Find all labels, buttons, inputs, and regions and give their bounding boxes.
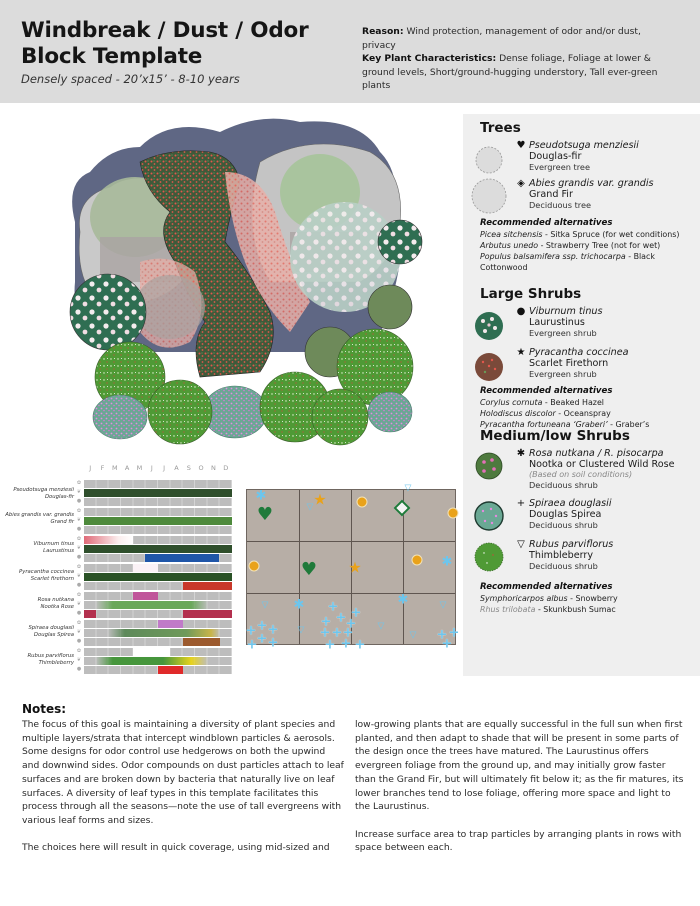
month-label: J [163, 464, 166, 472]
plus-icon: + [342, 625, 354, 641]
flower-icon: ✿ [76, 620, 82, 626]
plus-icon: + [516, 498, 526, 509]
asterisk-icon: ✱ [255, 488, 267, 504]
asterisk-icon: ✱ [397, 592, 409, 608]
reason-block [362, 25, 672, 93]
scientific-name: Rosa nutkana / R. pisocarpa [529, 448, 664, 459]
month-label: A [124, 464, 130, 472]
common-name: Laurustinus [529, 317, 585, 328]
plus-icon: + [267, 635, 279, 651]
firethorn-swatch-icon [469, 349, 509, 385]
title-line-1: Windbreak / Dust / Odor [21, 18, 309, 43]
triangle-down-icon: ▽ [306, 502, 314, 513]
planting-plan-illustration [60, 112, 440, 447]
phenology-row-douglas-fir [0, 480, 240, 506]
tree-alternatives [480, 218, 700, 273]
heart-icon: ♥ [256, 504, 274, 525]
row-label [0, 597, 74, 611]
plant-type: Evergreen shrub [529, 328, 597, 338]
triangle-down-icon: ▽ [297, 625, 305, 636]
row-common: Douglas-fir [44, 494, 74, 500]
month-label: D [223, 464, 229, 472]
plus-icon: + [448, 625, 460, 641]
row-scientific: Viburnum tinus [33, 541, 74, 547]
triangle-down-icon: ▽ [409, 630, 417, 641]
large-shrubs-heading: Large Shrubs [480, 286, 582, 302]
phenology-row-firethorn [0, 564, 240, 590]
alt-scientific: Rhus trilobata [480, 605, 536, 614]
phenology-chart [0, 464, 240, 674]
row-common: Douglas Spirea [33, 632, 74, 638]
flower-icon: ✿ [76, 536, 82, 542]
alt-common: - Strawberry Tree (not for wet) [538, 241, 661, 250]
plus-icon: + [441, 636, 453, 652]
leaf-icon: ❦ [76, 657, 82, 663]
plus-icon: + [267, 622, 279, 638]
star-icon: ★ [313, 490, 327, 509]
planting-symbol-grid [245, 483, 460, 653]
row-scientific: Rubus parviflorus [27, 653, 74, 659]
circle-icon [249, 561, 260, 572]
row-label [0, 487, 74, 501]
alt-common: - Snowberry [567, 594, 618, 603]
phenology-row-douglas-spirea [0, 620, 240, 646]
common-name: Douglas Spirea [529, 509, 602, 520]
flower-icon: ✿ [76, 480, 82, 486]
month-label: F [100, 464, 105, 472]
phenology-row-thimbleberry [0, 648, 240, 674]
row-common: Thimbleberry [38, 660, 74, 666]
plant-type: Deciduous tree [529, 200, 592, 210]
scientific-name: Pyracantha coccinea [529, 347, 629, 358]
plus-icon: + [319, 625, 331, 641]
plant-legend-panel [463, 114, 700, 676]
plus-icon: + [327, 599, 339, 615]
title-line-2: Block Template [21, 44, 203, 69]
triangle-down-icon: ▽ [261, 600, 269, 611]
alt-scientific: Populus balsamifera ssp. trichocarpa [480, 252, 626, 261]
flower-icon: ✿ [76, 508, 82, 514]
row-common: Scarlet firethorn [30, 576, 74, 582]
asterisk-icon: ✱ [293, 597, 305, 613]
month-label: M [136, 464, 143, 472]
common-name: Douglas-fir [529, 151, 582, 162]
douglas-spirea-swatch-icon [469, 500, 509, 536]
large-shrub-alternatives [480, 386, 700, 430]
reason-text: Wind protection, management of odor and/or dust, privacy [362, 26, 641, 51]
fruit-icon: ● [76, 554, 82, 560]
plus-icon: + [350, 605, 362, 621]
month-label: M [112, 464, 118, 472]
alt-common: - Beaked Hazel [542, 398, 604, 407]
triangle-down-icon: ▽ [439, 600, 447, 611]
plus-icon: + [324, 637, 336, 653]
diamond-icon [394, 500, 411, 517]
row-scientific: Abies grandis var. grandis [5, 512, 74, 518]
alternatives-heading: Recommended alternatives [480, 218, 613, 228]
alternative-item [480, 240, 700, 251]
scientific-name: Rubus parviflorus [529, 539, 614, 550]
alternative-item [480, 408, 700, 419]
plus-icon: + [335, 610, 347, 626]
legend-item-thimbleberry [463, 539, 700, 587]
month-label: N [211, 464, 216, 472]
circle-icon [448, 508, 459, 519]
wild-rose-swatch-icon [469, 450, 509, 486]
leaf-icon: ❦ [76, 573, 82, 579]
alternative-item [480, 593, 700, 604]
month-label: O [198, 464, 204, 472]
alt-scientific: Picea sitchensis [480, 230, 543, 239]
fruit-icon: ● [76, 666, 82, 672]
notes-paragraph: The focus of this goal is maintaining a diversity of plant species and multiple layers/strata that intercept windblown particles & aerosols. Some designs for odor control use hedgerows on both the upwind and downwind sides. Odor compounds on dust particles attach to leaf surfaces and are broken down by bacteria that naturally live on leaf surfaces. A diversity of leaf types in this template facilitates this process through all the seasons—note the use of tall evergreens with various leaf forms and sizes. [22, 719, 344, 826]
month-label: J [89, 464, 92, 472]
notes-column-1 [22, 718, 344, 869]
row-scientific: Rosa nutkana [37, 597, 74, 603]
scientific-name: Pseudotsuga menziesii [529, 140, 639, 151]
leaf-icon: ❦ [76, 545, 82, 551]
flower-icon: ✿ [76, 592, 82, 598]
key-characteristics-label: Key Plant Characteristics: [362, 53, 497, 65]
plant-type: Deciduous shrub [529, 561, 598, 571]
header-band [0, 0, 700, 103]
alternative-item [480, 397, 700, 408]
leaf-icon: ❦ [76, 489, 82, 495]
alt-scientific: Symphoricarpos albus [480, 594, 568, 603]
row-label [0, 625, 74, 639]
triangle-down-icon: ▽ [404, 483, 412, 494]
row-common: Nootka Rose [40, 604, 74, 610]
row-label [0, 569, 74, 583]
plus-icon: + [246, 637, 258, 653]
month-label: A [174, 464, 179, 472]
notes-paragraph: The choices here will result in quick coverage, using mid-sized and [22, 842, 330, 854]
plus-icon: + [245, 623, 257, 639]
leaf-icon: ❦ [76, 517, 82, 523]
month-header [84, 464, 232, 474]
fruit-icon: ● [76, 638, 82, 644]
common-name: Scarlet Firethorn [529, 358, 609, 369]
leaf-icon: ❦ [76, 629, 82, 635]
alternatives-heading: Recommended alternatives [480, 386, 613, 396]
fruit-icon: ● [76, 582, 82, 588]
alt-scientific: Holodiscus discolor [480, 409, 556, 418]
triangle-down-icon: ▽ [517, 539, 525, 550]
circle-icon [357, 497, 368, 508]
scientific-name: Viburnum tinus [529, 306, 603, 317]
row-common: Grand fir [50, 519, 74, 525]
alternative-item [480, 251, 700, 273]
diamond-icon: ◈ [517, 178, 525, 189]
leaf-icon: ❦ [76, 601, 82, 607]
alt-scientific: Corylus cornuta [480, 398, 543, 407]
plant-type: Evergreen tree [529, 162, 590, 172]
fruit-icon: ● [76, 526, 82, 532]
star-icon: ★ [348, 558, 362, 577]
alternative-item [480, 604, 700, 615]
plus-icon: + [354, 637, 366, 653]
page-title [21, 18, 308, 70]
alternative-item [480, 229, 700, 240]
reason-label: Reason: [362, 26, 404, 37]
scientific-name: Abies grandis var. grandis [529, 178, 654, 189]
plant-type: Deciduous shrub [529, 520, 598, 530]
asterisk-icon: ✱ [516, 448, 526, 459]
grand-fir-swatch-icon [469, 176, 509, 216]
notes-heading: Notes: [22, 702, 67, 716]
row-label [0, 512, 74, 526]
notes-paragraph: low-growing plants that are equally successful in the full sun when first planted, and then adapt to shade that will be present in some parts of the design once the trees have matured. The Laurustinus offers evergreen foliage from the ground up, and may initially grow faster than the Grand Fir, but will ultimately fit below it; as the fir matures, its lower branches tend to lose foliage, offering more space and light to the Laurustinus. [355, 719, 684, 813]
phenology-row-nootka-rose [0, 592, 240, 618]
plus-icon: + [256, 618, 268, 634]
page-subtitle: Densely spaced - 20’x15’ - 8-10 years [21, 72, 240, 86]
row-scientific: Pyracantha coccinea [19, 569, 74, 575]
circle-icon [412, 555, 423, 566]
row-label [0, 653, 74, 667]
circle-icon: ● [516, 306, 526, 317]
alt-common: - Oceanspray [555, 409, 611, 418]
douglas-fir-swatch-icon [469, 142, 509, 178]
laurustinus-swatch-icon [469, 308, 509, 344]
row-common: Laurustinus [43, 548, 74, 554]
plus-icon: + [331, 625, 343, 641]
notes-paragraph: Increase surface area to trap particles by arranging plants in rows with space between each. [355, 828, 682, 854]
medium-shrub-alternatives [480, 582, 700, 615]
alt-scientific: Arbutus unedo [480, 241, 539, 250]
asterisk-icon: ✱ [441, 554, 453, 570]
plus-icon: + [436, 627, 448, 643]
row-scientific: Pseudotsuga menziesii [13, 487, 74, 493]
plus-icon: + [340, 636, 352, 652]
row-label [0, 541, 74, 555]
phenology-row-laurustinus [0, 536, 240, 562]
heart-icon: ♥ [516, 140, 526, 151]
medium-shrubs-heading: Medium/low Shrubs [480, 428, 630, 444]
notes-column-2 [355, 718, 685, 869]
heart-icon: ♥ [300, 559, 318, 580]
alt-common: - Sitka Spruce (for wet conditions) [542, 230, 680, 239]
alt-scientific: Pyracantha fortuneana ‘Graberi’ [480, 420, 608, 429]
row-scientific: Spiraea douglasii [28, 625, 74, 631]
fruit-icon: ● [76, 610, 82, 616]
legend-item-wild-rose [463, 448, 700, 496]
flower-icon: ✿ [76, 648, 82, 654]
month-label: S [186, 464, 191, 472]
plant-type: Deciduous shrub [529, 480, 598, 490]
plus-icon: + [256, 631, 268, 647]
common-name: Nootka or Clustered Wild Rose [529, 459, 675, 470]
thimbleberry-swatch-icon [469, 541, 509, 577]
plant-type: Evergreen shrub [529, 369, 597, 379]
triangle-down-icon: ▽ [377, 621, 385, 632]
key-characteristics-text: Dense foliage, Foliage at lower & ground levels, Short/ground-hugging understory, Tall ever-green plants [362, 53, 658, 92]
phenology-row-grand-fir [0, 508, 240, 534]
scientific-name: Spiraea douglasii [529, 498, 612, 509]
alt-common: - Skunkbush Sumac [535, 605, 616, 614]
trees-heading: Trees [480, 120, 521, 136]
common-name: Grand Fir [529, 189, 573, 200]
flower-icon: ✿ [76, 564, 82, 570]
plus-icon: + [345, 616, 357, 632]
common-name: Thimbleberry [529, 550, 593, 561]
alternatives-heading: Recommended alternatives [480, 582, 613, 592]
month-label: J [150, 464, 153, 472]
alt-common: - Black Cottonwood [480, 252, 655, 272]
soil-note: (Based on soil conditions) [529, 470, 633, 479]
fruit-icon: ● [76, 498, 82, 504]
plus-icon: + [320, 614, 332, 630]
star-icon: ★ [516, 347, 526, 358]
alt-common: - Graber’s [607, 420, 650, 429]
